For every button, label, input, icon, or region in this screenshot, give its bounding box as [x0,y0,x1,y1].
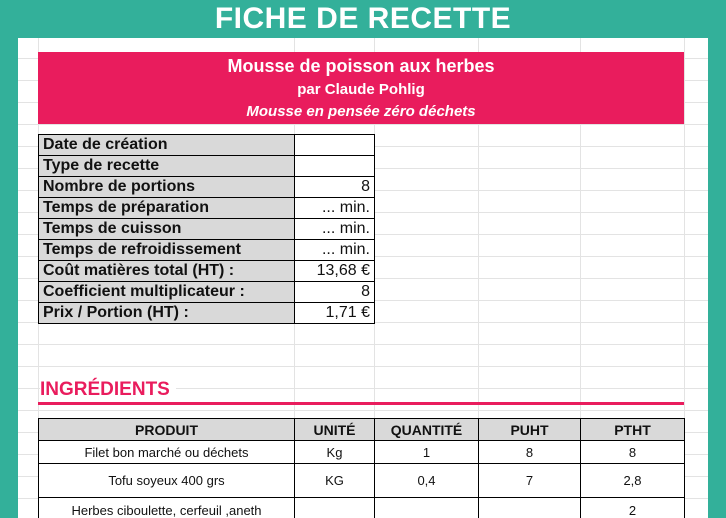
info-row [39,303,375,324]
spreadsheet-area[interactable] [18,38,708,518]
banner-title: FICHE DE RECETTE [214,2,512,35]
cell-unite[interactable]: Kg [295,441,375,464]
recipe-name: Mousse de poisson aux herbes [227,56,495,76]
ingredients-header-row [39,419,685,441]
info-label-type[interactable]: Type de recette [39,156,295,177]
info-row [39,219,375,240]
table-row [39,464,685,498]
info-row [39,177,375,198]
cell-produit[interactable]: Filet bon marché ou déchets [39,441,295,464]
cell-unite[interactable]: KG [295,464,375,498]
info-value-prep-time[interactable]: ... min. [295,198,375,219]
recipe-subtitle: Mousse en pensée zéro déchets [246,103,476,120]
info-value-date[interactable] [295,135,375,156]
info-label-date[interactable]: Date de création [39,135,295,156]
ingredients-divider [38,402,684,405]
info-value-total-cost[interactable]: 13,68 € [295,261,375,282]
header-ptht[interactable]: PTHT [581,419,685,441]
header-unite[interactable]: UNITÉ [295,419,375,441]
cell-puht[interactable]: 7 [479,464,581,498]
cell-ptht[interactable]: 8 [581,441,685,464]
recipe-author: par Claude Pohlig [297,81,425,98]
info-row [39,240,375,261]
info-row [39,156,375,177]
table-row [39,498,685,518]
cell-produit[interactable]: Herbes ciboulette, cerfeuil ,aneth [39,498,295,518]
info-value-type[interactable] [295,156,375,177]
info-value-price-portion[interactable]: 1,71 € [295,303,375,324]
info-value-portions[interactable]: 8 [295,177,375,198]
header-quantite[interactable]: QUANTITÉ [375,419,479,441]
info-row [39,282,375,303]
ingredients-section-title: INGRÉDIENTS [40,379,176,401]
info-label-coefficient[interactable]: Coefficient multiplicateur : [39,282,295,303]
info-value-coefficient[interactable]: 8 [295,282,375,303]
header-produit[interactable]: PRODUIT [39,419,295,441]
info-label-cook-time[interactable]: Temps de cuisson [39,219,295,240]
cell-ptht[interactable]: 2 [581,498,685,518]
cell-unite[interactable] [295,498,375,518]
info-label-total-cost[interactable]: Coût matières total (HT) : [39,261,295,282]
table-row [39,441,685,464]
cell-quantite[interactable]: 0,4 [375,464,479,498]
cell-quantite[interactable] [375,498,479,518]
info-label-portions[interactable]: Nombre de portions [39,177,295,198]
info-row [39,261,375,282]
cell-puht[interactable] [479,498,581,518]
recipe-title-block[interactable] [38,52,684,124]
ingredients-table [38,418,685,518]
cell-puht[interactable]: 8 [479,441,581,464]
info-value-cool-time[interactable]: ... min. [295,240,375,261]
recipe-info-table [38,134,375,324]
info-row [39,135,375,156]
info-label-prep-time[interactable]: Temps de préparation [39,198,295,219]
cell-quantite[interactable]: 1 [375,441,479,464]
header-puht[interactable]: PUHT [479,419,581,441]
info-row [39,198,375,219]
info-label-cool-time[interactable]: Temps de refroidissement [39,240,295,261]
info-value-cook-time[interactable]: ... min. [295,219,375,240]
cell-ptht[interactable]: 2,8 [581,464,685,498]
sheet-banner [0,0,726,38]
info-label-price-portion[interactable]: Prix / Portion (HT) : [39,303,295,324]
cell-produit[interactable]: Tofu soyeux 400 grs [39,464,295,498]
